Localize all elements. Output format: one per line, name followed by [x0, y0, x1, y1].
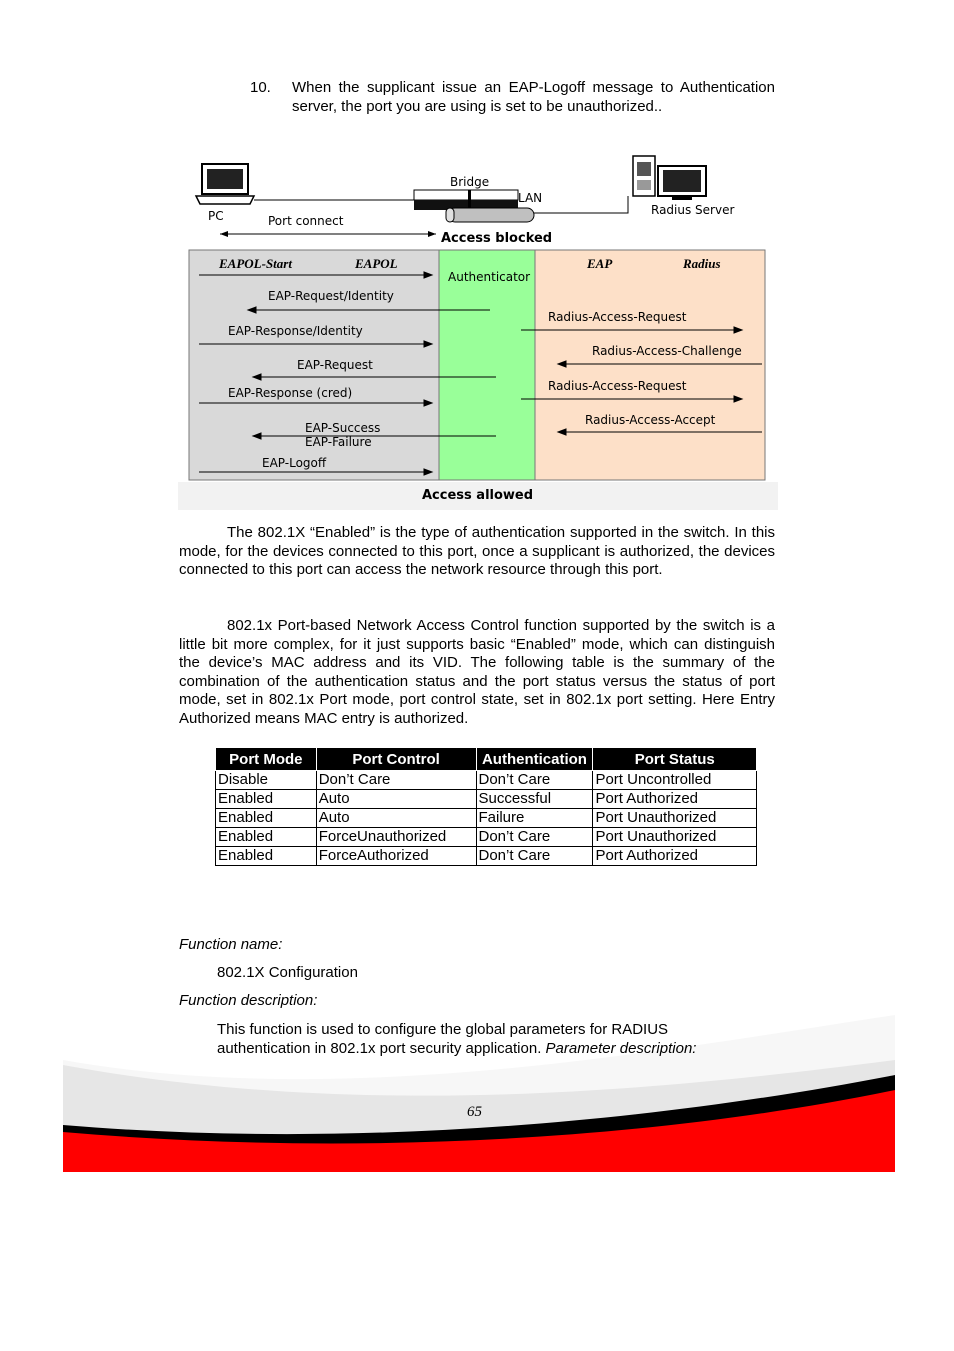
cell-port-status: Port Authorized — [593, 790, 757, 809]
lan-label: LAN — [518, 191, 543, 205]
radius-server-label: Radius Server — [651, 203, 735, 217]
msg-radius-access-request-1: Radius-Access-Request — [548, 310, 687, 324]
radius-label: Radius — [683, 256, 721, 271]
table-row — [216, 809, 757, 828]
header-port-control: Port Control — [316, 748, 476, 771]
cell-authentication: Don’t Care — [476, 847, 593, 866]
cell-port-mode: Enabled — [216, 809, 317, 828]
cell-port-status: Port Authorized — [593, 847, 757, 866]
msg-eap-request: EAP-Request — [297, 358, 373, 372]
header-port-status: Port Status — [593, 748, 757, 771]
access-allowed-label: Access allowed — [422, 488, 534, 503]
paragraph-port-access-control: 802.1x Port-based Network Access Control function supported by the switch is a little bit more complex, for it just supports basic “Enabled” mode, which can distinguish the device’s MAC address and its VID. The following table is the summary of the combination of the authentication status and the port status versus the status of port mode, set in 802.1x Port mode, port control state, set in 802.1x port setting. Here Entry Authorized means MAC entry is authorized. — [179, 617, 775, 727]
cell-port-status: Port Unauthorized — [593, 809, 757, 828]
cell-authentication: Successful — [476, 790, 593, 809]
bridge-label: Bridge — [450, 175, 490, 189]
cell-port-status: Port Uncontrolled — [593, 771, 757, 790]
table-row — [216, 790, 757, 809]
table-row — [216, 828, 757, 847]
function-name: 802.1X Configuration — [217, 964, 358, 981]
eap-label: EAP — [587, 256, 613, 271]
msg-radius-access-request-2: Radius-Access-Request — [548, 379, 687, 393]
list-item-number: 10. — [250, 79, 271, 96]
cell-port-control: ForceUnauthorized — [316, 828, 476, 847]
function-name-label: Function name: — [179, 936, 283, 953]
header-port-mode: Port Mode — [216, 748, 317, 771]
table-row — [216, 847, 757, 866]
server-panel — [535, 250, 765, 480]
parameter-description-label: Parameter description: — [545, 1040, 697, 1057]
cell-port-control: ForceAuthorized — [316, 847, 476, 866]
port-status-table — [215, 747, 757, 866]
cell-port-mode: Enabled — [216, 790, 317, 809]
list-item-text: When the supplicant issue an EAP-Logoff message to Authentication server, the port you are using is set to be unauthorized.. — [292, 79, 775, 115]
msg-eap-response-cred: EAP-Response (cred) — [228, 386, 353, 400]
authenticator-label: Authenticator — [448, 270, 531, 284]
cell-authentication: Don’t Care — [476, 828, 593, 847]
header-authentication: Authentication — [476, 748, 593, 771]
cell-port-control: Auto — [316, 809, 476, 828]
pc-label: PC — [208, 209, 224, 223]
eapol-label: EAPOL — [355, 256, 398, 271]
cell-authentication: Failure — [476, 809, 593, 828]
eap-flow-diagram — [178, 150, 778, 510]
cell-port-mode: Disable — [216, 771, 317, 790]
table-header-row — [216, 748, 757, 771]
table-row — [216, 771, 757, 790]
msg-eap-success: EAP-Success — [305, 421, 381, 435]
cell-port-status: Port Unauthorized — [593, 828, 757, 847]
msg-eap-failure: EAP-Failure — [305, 435, 372, 449]
cell-port-mode: Enabled — [216, 828, 317, 847]
cell-port-control: Don’t Care — [316, 771, 476, 790]
eapol-start-label: EAPOL-Start — [219, 256, 292, 271]
cell-port-control: Auto — [316, 790, 476, 809]
access-blocked-label: Access blocked — [441, 231, 553, 246]
page-number: 65 — [467, 1104, 482, 1120]
function-description-label: Function description: — [179, 992, 318, 1009]
port-connect-label: Port connect — [268, 214, 344, 228]
msg-radius-access-accept: Radius-Access-Accept — [585, 413, 716, 427]
msg-eap-logoff: EAP-Logoff — [262, 456, 327, 470]
paragraph-enabled-mode: The 802.1X “Enabled” is the type of authentication supported in the switch. In this mode, for the devices connected to this port, once a supplicant is authorized, the devices connected to this port can access the network resource through this port. — [179, 524, 775, 578]
cell-authentication: Don’t Care — [476, 771, 593, 790]
pc-icon — [196, 164, 254, 204]
msg-eap-request-identity: EAP-Request/Identity — [268, 289, 394, 303]
function-description-text: This function is used to configure the global parameters for RADIUS authentication in 802.1x port security application. — [217, 1021, 669, 1057]
msg-eap-response-identity: EAP-Response/Identity — [228, 324, 363, 338]
function-description — [217, 1020, 747, 1058]
cell-port-mode: Enabled — [216, 847, 317, 866]
msg-radius-access-challenge: Radius-Access-Challenge — [592, 344, 742, 358]
